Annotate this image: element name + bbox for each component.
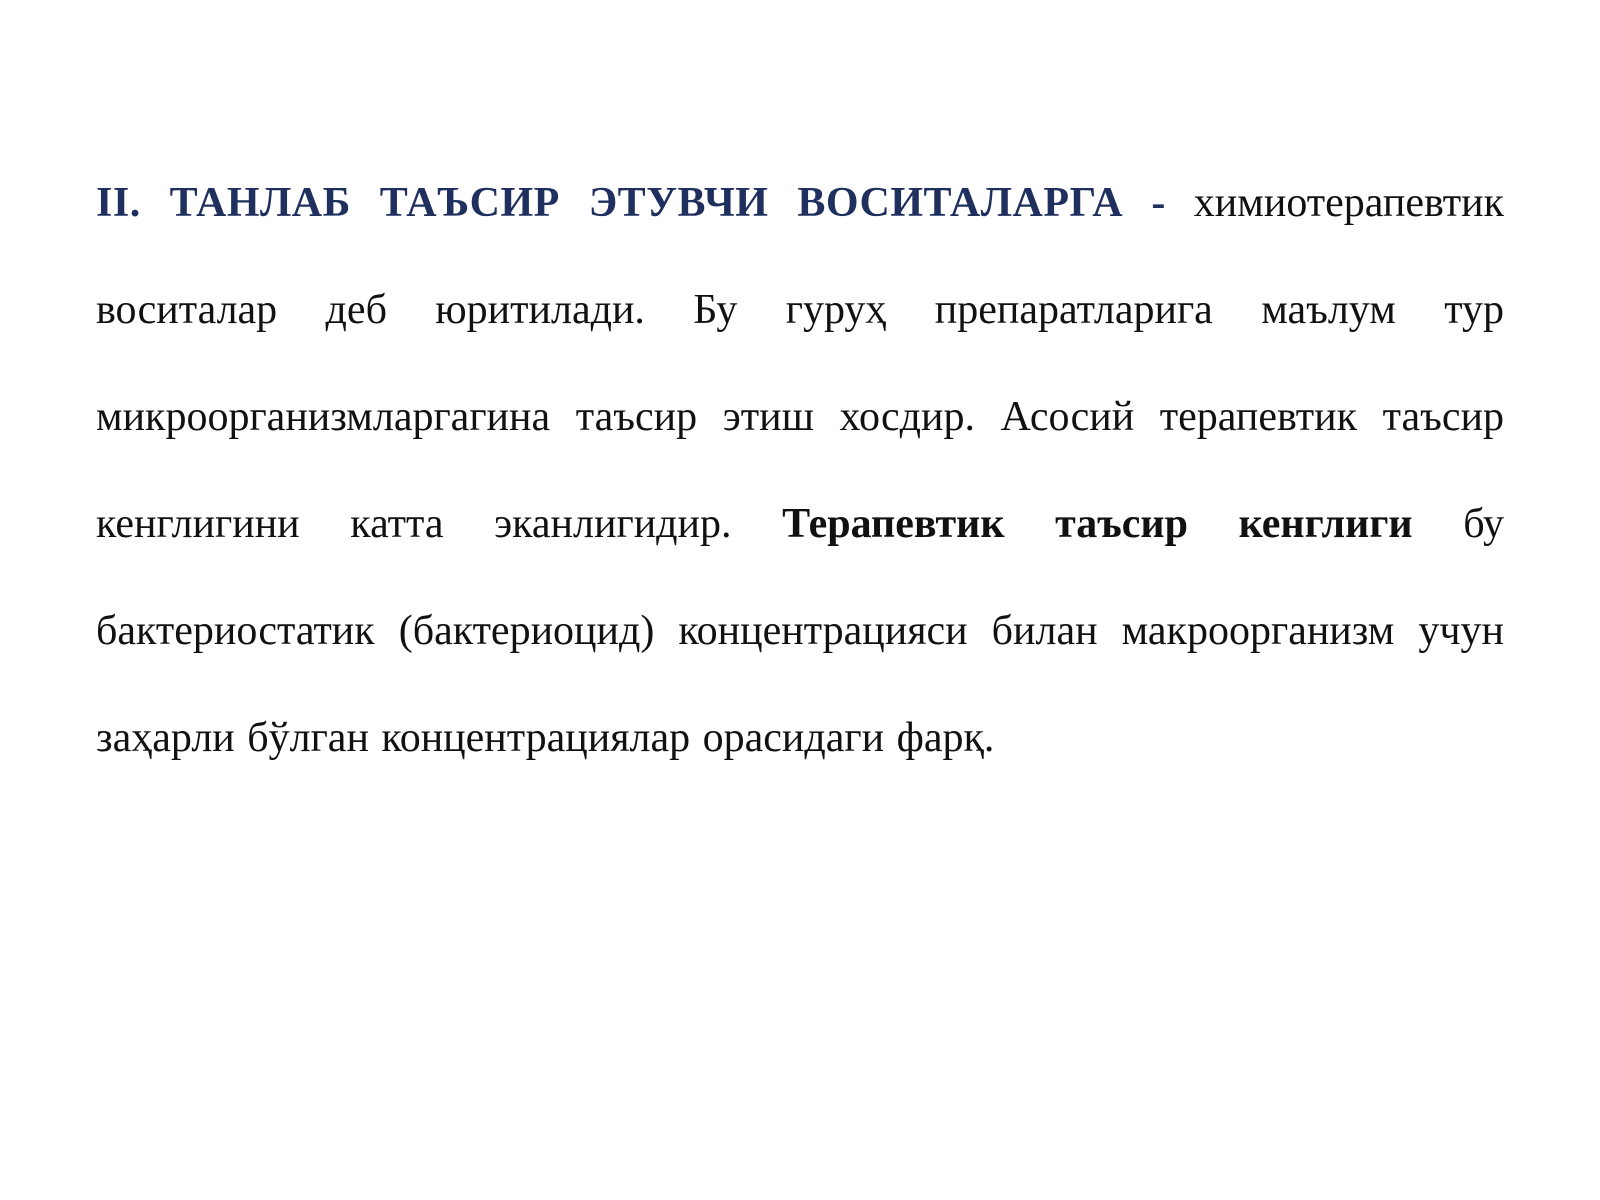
heading-dash: - [1123, 180, 1194, 226]
body-paragraph [96, 150, 1504, 792]
bold-term: Терапевтик таъсир кенглиги [782, 501, 1413, 547]
body-text-part2: бу бактериостатик (бактериоцид) концентрацияси билан макроорганизм учун заҳарли бўлган концентрациялар орасидаги фарқ. [96, 501, 1504, 761]
body-text-part1: химиотерапевтик воситалар деб юритилади. Бу гуруҳ препаратларига маълум тур микроорганизмларгагина таъсир этиш хосдир. Асосий терапевтик таъсир кенглигини катта эканлигидир. [96, 180, 1504, 547]
section-heading: II. ТАНЛАБ ТАЪСИР ЭТУВЧИ ВОСИТАЛАРГА [96, 180, 1124, 226]
